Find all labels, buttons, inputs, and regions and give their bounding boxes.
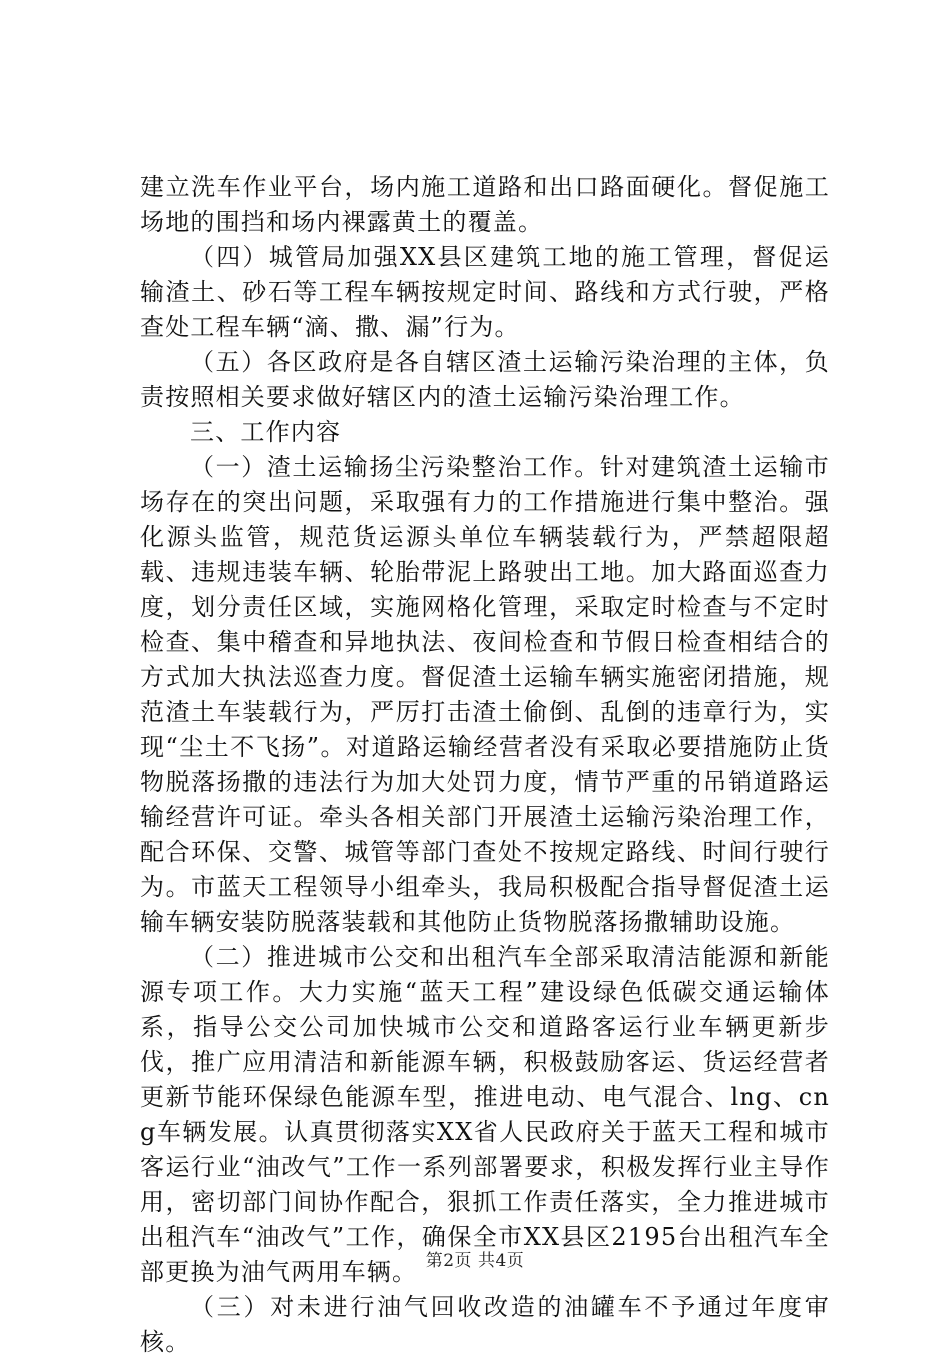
document-body: [140, 170, 830, 1360]
section-heading: 三、工作内容: [190, 418, 342, 446]
paragraph-4: （一）渣土运输扬尘污染整治工作。针对建筑渣土运输市场存在的突出问题，采取强有力的工作措施进行集中整治。强化源头监管，规范货运源头单位车辆装载行为，严禁超限超载、违规违装车辆、轮胎带泥上路驶出工地。加大路面巡查力度，划分责任区域，实施网格化管理，采取定时检查与不定时检查、集中稽查和异地执法、夜间检查和节假日检查相结合的方式加大执法巡查力度。督促渣土运输车辆实施密闭措施，规范渣土车装载行为，严厉打击渣土偷倒、乱倒的违章行为，实现“尘土不飞扬”。对道路运输经营者没有采取必要措施防止货物脱落扬撒的违法行为加大处罚力度，情节严重的吊销道路运输经营许可证。牵头各相关部门开展渣土运输污染治理工作，配合环保、交警、城管等部门查处不按规定路线、时间行驶行为。市蓝天工程领导小组牵头，我局积极配合指导督促渣土运输车辆安装防脱落装载和其他防止货物脱落扬撒辅助设施。: [140, 453, 830, 936]
paragraph-1: 建立洗车作业平台，场内施工道路和出口路面硬化。督促施工场地的围挡和场内裸露黄土的覆盖。: [140, 173, 830, 236]
paragraph-5: （二）推进城市公交和出租汽车全部采取清洁能源和新能源专项工作。大力实施“蓝天工程”建设绿色低碳交通运输体系，指导公交公司加快城市公交和道路客运行业车辆更新步伐，推广应用清洁和新能源车辆，积极鼓励客运、货运经营者更新节能环保绿色能源车型，推进电动、电气混合、lng、cng车辆发展。认真贯彻落实XX省人民政府关于蓝天工程和城市客运行业“油改气”工作一系列部署要求，积极发挥行业主导作用，密切部门间协作配合，狠抓工作责任落实，全力推进城市出租汽车“油改气”工作，确保全市XX县区2195台出租汽车全部更换为油气两用车辆。: [140, 943, 830, 1286]
paragraph-2: （四）城管局加强XX县区建筑工地的施工管理，督促运输渣土、砂石等工程车辆按规定时间、路线和方式行驶，严格查处工程车辆“滴、撒、漏”行为。: [140, 243, 830, 341]
paragraph-3: （五）各区政府是各自辖区渣土运输污染治理的主体，负责按照相关要求做好辖区内的渣土运输污染治理工作。: [140, 348, 830, 411]
paragraph-6: （三）对未进行油气回收改造的油罐车不予通过年度审核。: [140, 1293, 830, 1356]
page-footer: 第2页 共4页: [425, 1251, 525, 1271]
